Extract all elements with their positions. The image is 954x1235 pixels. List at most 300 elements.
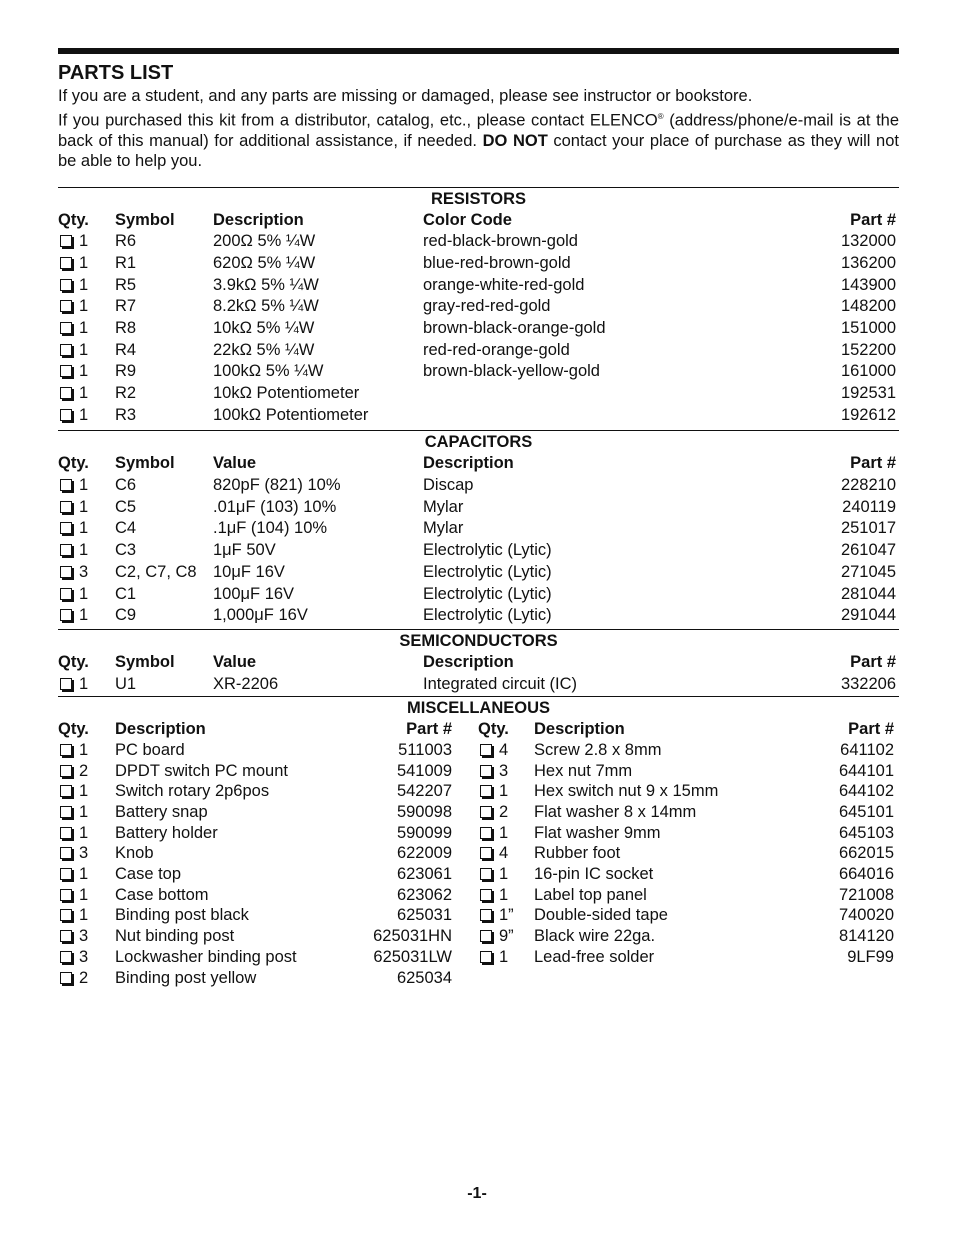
- qty-cell: [478, 885, 534, 906]
- symbol-cell: R1: [115, 253, 137, 272]
- intro-text-a: If you purchased this kit from a distributor, catalog, etc., please contact ELENCO: [58, 111, 658, 129]
- part-number-cell: 192531: [840, 384, 896, 402]
- qty-cell: [58, 540, 115, 562]
- color-code-cell: Discap: [423, 476, 474, 495]
- checkbox-icon[interactable]: [60, 387, 72, 399]
- misc-right-column: [478, 719, 899, 988]
- qty-value: 1: [79, 405, 89, 424]
- checkbox-icon[interactable]: [60, 566, 72, 578]
- qty-value: 1: [499, 865, 509, 884]
- part-number-cell: 542207: [396, 782, 452, 801]
- color-code-cell: Mylar: [423, 497, 464, 516]
- qty-cell: [58, 253, 115, 275]
- part-number-cell: 148200: [840, 297, 896, 316]
- misc-row: [58, 864, 478, 885]
- checkbox-icon[interactable]: [60, 806, 72, 818]
- part-number-cell: 814120: [838, 927, 894, 946]
- qty-cell: [58, 823, 115, 844]
- part-number-cell: 662015: [838, 844, 894, 863]
- misc-row: [478, 843, 899, 864]
- top-rule: [58, 48, 899, 54]
- checkbox-icon[interactable]: [60, 479, 72, 491]
- capacitors-table: [58, 453, 899, 627]
- qty-value: 1: [79, 606, 89, 625]
- part-number-cell: 645103: [838, 823, 894, 842]
- table-row: [58, 253, 899, 275]
- qty-cell: [58, 296, 115, 318]
- checkbox-icon[interactable]: [60, 522, 72, 534]
- part-number-cell: 152200: [840, 340, 896, 359]
- qty-cell: [58, 518, 115, 540]
- table-row: [58, 231, 899, 253]
- misc-row: [58, 947, 478, 968]
- qty-cell: [58, 843, 115, 864]
- resistors-table: [58, 210, 899, 427]
- misc-table: [58, 719, 899, 988]
- checkbox-icon[interactable]: [60, 235, 72, 247]
- table-row: [58, 562, 899, 584]
- checkbox-icon[interactable]: [60, 889, 72, 901]
- description-cell: 820pF (821) 10%: [213, 476, 341, 495]
- description-cell: Flat washer 9mm: [534, 823, 661, 842]
- checkbox-icon[interactable]: [60, 951, 72, 963]
- table-row: [58, 605, 899, 627]
- parts-list-page: [58, 48, 899, 988]
- qty-value: 1: [79, 232, 89, 251]
- qty-cell: [58, 340, 115, 362]
- description-cell: 3.9kΩ 5% ¼W: [213, 275, 319, 294]
- checkbox-icon[interactable]: [480, 785, 492, 797]
- description-cell: Battery holder: [115, 823, 218, 842]
- part-number-cell: 291044: [840, 606, 896, 625]
- description-cell: Switch rotary 2p6pos: [115, 782, 270, 801]
- qty-cell: [58, 361, 115, 383]
- description-cell: Label top panel: [534, 885, 647, 904]
- qty-value: 3: [499, 761, 509, 780]
- checkbox-icon[interactable]: [480, 930, 492, 942]
- checkbox-icon[interactable]: [60, 609, 72, 621]
- description-cell: Knob: [115, 844, 154, 863]
- part-number-cell: 641102: [840, 740, 894, 759]
- qty-value: 1: [79, 823, 89, 842]
- misc-row: [58, 905, 478, 926]
- qty-value: 1: [79, 340, 89, 359]
- description-cell: Binding post yellow: [115, 968, 257, 987]
- description-cell: Double-sided tape: [534, 906, 668, 925]
- table-row: [58, 540, 899, 562]
- column-header-code: Color Code: [423, 210, 512, 229]
- part-number-cell: 228210: [840, 476, 896, 495]
- misc-row: [58, 781, 478, 802]
- qty-value: 1: [79, 318, 89, 337]
- semiconductors-table: [58, 652, 899, 695]
- table-row: [58, 518, 899, 540]
- qty-value: 1: [79, 674, 89, 693]
- part-number-cell: 251017: [840, 519, 896, 538]
- symbol-cell: R5: [115, 275, 137, 294]
- qty-cell: [58, 864, 115, 885]
- misc-row: [478, 761, 899, 782]
- symbol-cell: C3: [115, 541, 137, 560]
- part-number-cell: 645101: [838, 803, 894, 821]
- color-code-cell: brown-black-yellow-gold: [423, 362, 600, 381]
- misc-row: [58, 761, 478, 782]
- color-code-cell: brown-black-orange-gold: [423, 318, 606, 337]
- qty-cell: [478, 781, 534, 802]
- checkbox-icon[interactable]: [480, 951, 492, 963]
- misc-row: [58, 968, 478, 989]
- table-row: [58, 475, 899, 497]
- do-not-emphasis: DO NOT: [482, 131, 548, 150]
- checkbox-icon[interactable]: [60, 588, 72, 600]
- column-header-desc: Description: [213, 210, 304, 229]
- symbol-cell: R3: [115, 405, 137, 424]
- qty-value: 1”: [499, 906, 514, 925]
- part-number-cell: 625031HN: [373, 927, 452, 946]
- intro-text-c: contact your place of purchase as they will not be able to help you.: [58, 131, 899, 170]
- qty-value: 1: [79, 362, 89, 381]
- qty-value: 4: [499, 844, 509, 863]
- color-code-cell: [423, 383, 776, 405]
- description-cell: Nut binding post: [115, 927, 235, 946]
- symbol-cell: C4: [115, 519, 137, 538]
- checkbox-icon[interactable]: [480, 909, 492, 921]
- table-row: [58, 318, 899, 340]
- description-cell: 10μF 16V: [213, 562, 285, 581]
- color-code-cell: Mylar: [423, 519, 464, 538]
- qty-value: 4: [499, 740, 509, 759]
- checkbox-icon[interactable]: [60, 257, 72, 269]
- column-header-qty: Qty.: [58, 720, 89, 739]
- misc-row: [478, 864, 899, 885]
- capacitors-title: CAPACITORS: [424, 433, 533, 452]
- resistors-title: RESISTORS: [430, 189, 527, 208]
- qty-value: 1: [79, 803, 89, 821]
- color-code-cell: gray-red-red-gold: [423, 297, 551, 316]
- qty-cell: [58, 405, 115, 427]
- symbol-cell: C1: [115, 584, 137, 603]
- qty-cell: [478, 802, 534, 823]
- column-header-symbol: Symbol: [115, 652, 175, 671]
- misc-header-row: [58, 719, 478, 740]
- part-number-cell: 281044: [840, 584, 896, 603]
- qty-cell: [58, 497, 115, 519]
- column-header-code: Description: [423, 652, 514, 671]
- column-header-part: Part #: [848, 720, 894, 739]
- description-cell: 100kΩ 5% ¼W: [213, 362, 324, 381]
- part-number-cell: 590099: [396, 823, 452, 842]
- part-number-cell: 590098: [396, 803, 452, 821]
- misc-row: [58, 926, 478, 947]
- checkbox-icon[interactable]: [60, 300, 72, 312]
- description-cell: 22kΩ 5% ¼W: [213, 340, 315, 359]
- qty-value: 1: [499, 823, 509, 842]
- checkbox-icon[interactable]: [60, 930, 72, 942]
- description-cell: Hex nut 7mm: [534, 761, 633, 780]
- symbol-cell: U1: [115, 674, 137, 693]
- symbol-cell: R8: [115, 318, 137, 337]
- qty-value: 1: [79, 885, 89, 904]
- misc-header-row: [478, 719, 899, 740]
- misc-row: [478, 905, 899, 926]
- misc-left-column: [58, 719, 478, 988]
- part-number-cell: 625034: [396, 968, 452, 987]
- qty-value: 1: [79, 865, 89, 884]
- symbol-cell: C9: [115, 606, 137, 625]
- qty-cell: [478, 864, 534, 885]
- qty-value: 1: [79, 384, 89, 402]
- description-cell: Binding post black: [115, 906, 249, 925]
- column-header-desc: Value: [213, 454, 257, 473]
- intro-text-b: (address/phone/e-mail is at the back of this manual) for additional assistance, if needed.: [58, 111, 899, 150]
- checkbox-icon[interactable]: [60, 765, 72, 777]
- checkbox-icon[interactable]: [480, 868, 492, 880]
- checkbox-icon[interactable]: [60, 344, 72, 356]
- description-cell: Rubber foot: [534, 844, 621, 863]
- part-number-cell: 644102: [838, 782, 894, 801]
- column-header-part: Part #: [850, 210, 896, 229]
- qty-value: 1: [79, 906, 89, 925]
- page-title: PARTS LIST: [58, 62, 174, 84]
- description-cell: Battery snap: [115, 803, 208, 821]
- misc-row: [478, 947, 899, 968]
- table-header-row: [58, 453, 899, 475]
- column-header-symbol: Symbol: [115, 210, 175, 229]
- part-number-cell: 261047: [840, 541, 896, 560]
- table-row: [58, 674, 899, 696]
- qty-cell: [478, 843, 534, 864]
- description-cell: Hex switch nut 9 x 15mm: [534, 782, 719, 801]
- qty-cell: [58, 781, 115, 802]
- intro-text: [58, 86, 899, 172]
- misc-row: [478, 740, 899, 761]
- description-cell: Lead-free solder: [534, 947, 655, 966]
- qty-cell: [58, 674, 115, 696]
- qty-value: 1: [79, 519, 89, 538]
- color-code-cell: blue-red-brown-gold: [423, 253, 571, 272]
- checkbox-icon[interactable]: [60, 365, 72, 377]
- column-header-description: Description: [534, 720, 625, 739]
- misc-row: [478, 781, 899, 802]
- qty-value: 3: [79, 844, 89, 863]
- symbol-cell: R9: [115, 362, 137, 381]
- column-header-part: Part #: [406, 720, 452, 739]
- part-number-cell: 622009: [396, 844, 452, 863]
- color-code-cell: [423, 405, 776, 427]
- qty-cell: [58, 926, 115, 947]
- part-number-cell: 143900: [840, 275, 896, 294]
- checkbox-icon[interactable]: [60, 544, 72, 556]
- checkbox-icon[interactable]: [60, 909, 72, 921]
- qty-value: 1: [79, 476, 89, 495]
- qty-cell: [58, 584, 115, 606]
- color-code-cell: Electrolytic (Lytic): [423, 562, 552, 581]
- symbol-cell: C2, C7, C8: [115, 562, 197, 581]
- qty-value: 1: [79, 253, 89, 272]
- description-cell: 620Ω 5% ¼W: [213, 253, 316, 272]
- checkbox-icon[interactable]: [60, 678, 72, 690]
- description-cell: Black wire 22ga.: [534, 927, 656, 946]
- checkbox-icon[interactable]: [60, 868, 72, 880]
- qty-value: 1: [499, 885, 509, 904]
- part-number-cell: 625031LW: [373, 947, 452, 966]
- qty-value: 1: [79, 297, 89, 316]
- checkbox-icon[interactable]: [60, 409, 72, 421]
- description-cell: XR-2206: [213, 674, 279, 693]
- description-cell: 1,000μF 16V: [213, 606, 308, 625]
- color-code-cell: red-black-brown-gold: [423, 232, 578, 251]
- qty-cell: [478, 761, 534, 782]
- misc-row: [478, 802, 899, 823]
- table-header-row: [58, 210, 899, 232]
- table-row: [58, 340, 899, 362]
- symbol-cell: C6: [115, 476, 137, 495]
- description-cell: Flat washer 8 x 14mm: [534, 803, 697, 821]
- description-cell: Screw 2.8 x 8mm: [534, 740, 662, 759]
- checkbox-icon[interactable]: [480, 827, 492, 839]
- checkbox-icon[interactable]: [480, 744, 492, 756]
- misc-row: [58, 740, 478, 761]
- description-cell: 1μF 50V: [213, 541, 276, 560]
- qty-cell: [58, 562, 115, 584]
- part-number-cell: 271045: [840, 562, 896, 581]
- description-cell: 10kΩ 5% ¼W: [213, 318, 315, 337]
- qty-value: 2: [499, 803, 509, 821]
- part-number-cell: 740020: [838, 906, 894, 925]
- qty-value: 9”: [499, 927, 514, 946]
- qty-value: 1: [499, 782, 509, 801]
- symbol-cell: R6: [115, 232, 137, 251]
- qty-cell: [58, 885, 115, 906]
- column-header-desc: Value: [213, 652, 257, 671]
- intro-line-1: If you are a student, and any parts are missing or damaged, please see instructor or bookstore.: [58, 87, 753, 105]
- checkbox-icon[interactable]: [480, 889, 492, 901]
- column-header-qty: Qty.: [58, 454, 89, 473]
- qty-value: 1: [79, 584, 89, 603]
- qty-cell: [58, 761, 115, 782]
- checkbox-icon[interactable]: [60, 972, 72, 984]
- qty-value: 2: [79, 761, 89, 780]
- description-cell: Case top: [115, 865, 182, 884]
- table-header-row: [58, 652, 899, 674]
- part-number-cell: 623062: [396, 885, 452, 904]
- color-code-cell: Electrolytic (Lytic): [423, 584, 552, 603]
- checkbox-icon[interactable]: [60, 279, 72, 291]
- qty-cell: [58, 968, 115, 989]
- checkbox-icon[interactable]: [60, 501, 72, 513]
- qty-cell: [58, 802, 115, 823]
- checkbox-icon[interactable]: [60, 785, 72, 797]
- table-row: [58, 584, 899, 606]
- description-cell: 8.2kΩ 5% ¼W: [213, 297, 319, 316]
- column-header-qty: Qty.: [58, 652, 89, 671]
- description-cell: .1μF (104) 10%: [213, 519, 328, 538]
- page-number: -1-: [467, 1185, 487, 1202]
- misc-title: MISCELLANEOUS: [406, 699, 550, 718]
- checkbox-icon[interactable]: [480, 765, 492, 777]
- part-number-cell: 136200: [840, 253, 896, 272]
- part-number-cell: 151000: [840, 318, 896, 337]
- checkbox-icon[interactable]: [480, 806, 492, 818]
- misc-row: [58, 823, 478, 844]
- qty-value: 3: [79, 927, 89, 946]
- intro-line-2: [58, 107, 899, 172]
- column-header-code: Description: [423, 454, 514, 473]
- qty-cell: [58, 383, 115, 405]
- column-header-symbol: Symbol: [115, 454, 175, 473]
- misc-row: [58, 843, 478, 864]
- color-code-cell: Integrated circuit (IC): [423, 674, 578, 693]
- qty-value: 1: [79, 782, 89, 801]
- checkbox-icon[interactable]: [60, 847, 72, 859]
- registered-mark: ®: [657, 111, 664, 121]
- table-row: [58, 275, 899, 297]
- misc-row: [58, 885, 478, 906]
- description-cell: 100kΩ Potentiometer: [213, 405, 369, 424]
- column-header-qty: Qty.: [478, 720, 509, 739]
- color-code-cell: orange-white-red-gold: [423, 275, 585, 294]
- part-number-cell: 644101: [838, 761, 894, 780]
- qty-cell: [58, 275, 115, 297]
- color-code-cell: Electrolytic (Lytic): [423, 541, 552, 560]
- qty-cell: [478, 947, 534, 968]
- qty-cell: [58, 231, 115, 253]
- description-cell: PC board: [115, 740, 185, 759]
- part-number-cell: 721008: [838, 885, 894, 904]
- description-cell: .01μF (103) 10%: [213, 497, 337, 516]
- part-number-cell: 332206: [840, 674, 896, 693]
- qty-cell: [478, 905, 534, 926]
- description-cell: Case bottom: [115, 885, 209, 904]
- part-number-cell: 9LF99: [847, 947, 894, 966]
- table-row: [58, 361, 899, 383]
- part-number-cell: 161000: [840, 362, 896, 381]
- color-code-cell: red-red-orange-gold: [423, 340, 570, 359]
- part-number-cell: 625031: [396, 906, 452, 925]
- checkbox-icon[interactable]: [480, 847, 492, 859]
- semiconductors-title: SEMICONDUCTORS: [399, 631, 558, 650]
- description-cell: Lockwasher binding post: [115, 947, 297, 966]
- qty-cell: [478, 926, 534, 947]
- part-number-cell: 623061: [396, 865, 452, 884]
- symbol-cell: R7: [115, 297, 137, 316]
- description-cell: 100μF 16V: [213, 584, 295, 603]
- part-number-cell: 541009: [396, 761, 452, 780]
- column-header-description: Description: [115, 720, 206, 739]
- description-cell: 16-pin IC socket: [534, 865, 654, 884]
- symbol-cell: C5: [115, 497, 137, 516]
- qty-cell: [58, 740, 115, 761]
- column-header-qty: Qty.: [58, 210, 89, 229]
- part-number-cell: 240119: [842, 497, 896, 516]
- checkbox-icon[interactable]: [60, 827, 72, 839]
- qty-value: 1: [79, 541, 89, 560]
- table-row: [58, 383, 899, 405]
- part-number-cell: 664016: [838, 865, 894, 884]
- qty-value: 1: [79, 275, 89, 294]
- misc-row: [478, 885, 899, 906]
- color-code-cell: Electrolytic (Lytic): [423, 606, 552, 625]
- qty-value: 1: [79, 740, 89, 759]
- column-header-part: Part #: [850, 454, 896, 473]
- misc-row: [478, 823, 899, 844]
- qty-cell: [478, 823, 534, 844]
- part-number-cell: 511003: [398, 740, 452, 759]
- checkbox-icon[interactable]: [60, 744, 72, 756]
- qty-cell: [58, 905, 115, 926]
- qty-value: 1: [499, 947, 509, 966]
- checkbox-icon[interactable]: [60, 322, 72, 334]
